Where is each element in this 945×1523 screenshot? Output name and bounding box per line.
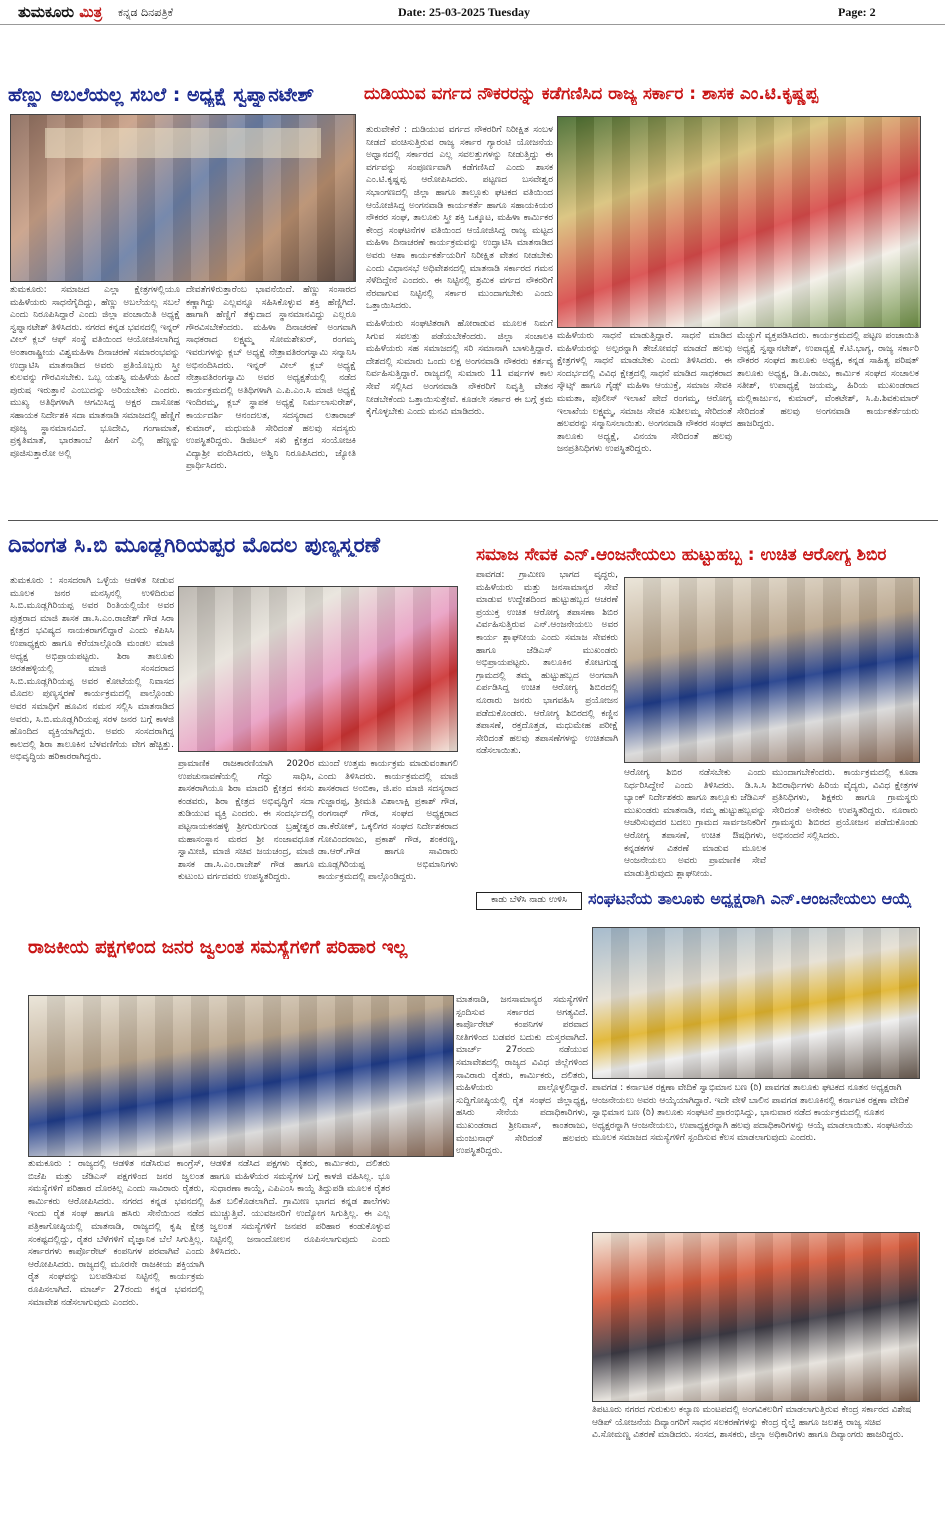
article2-col2: ಮಹಿಳೆಯರು ಸಂಘಟಿತರಾಗಿ ಹೋರಾಡುವ ಮೂಲಕ ನಿಮಗೆ ಸಿಗುವ ಸವಲತ್ತು ಪಡೆಯಬೇಕೆಂದರು. ಜಿಲ್ಲಾ ಸಂಚಾಲಕಿ ಮಹಿಳೆಯರು ಸಹ ಸಮಾಜದಲ್ಲಿ ಸರಿ ಸಮಾನಾಗಿ ಬಾಳುತ್ತಿದ್ದಾರೆ. ದೇಶದಲ್ಲಿ ಸುಮಾರು ಒಂದು ಲಕ್ಷ ಅಂಗನವಾಡಿ ನೌಕರರು ಕರ್ತವ್ಯ ನಿರ್ವಹಿಸುತ್ತಿದ್ದಾರೆ. ರಾಜ್ಯದಲ್ಲಿ ಸುಮಾರು 11 ವರ್ಷಗಳ ಕಾಲ ಸೇವೆ ಸಲ್ಲಿಸಿದ ಅಂಗನವಾಡಿ ನೌಕರರಿಗೆ ನಿವೃತ್ತಿ ವೇತನ ನೀಡಬೇಕೆಂದು ಒತ್ತಾಯಿಸುತ್ತೇವೆ. ಕೂಡಲೇ ಸರ್ಕಾರ ಈ ಬಗ್ಗೆ ಕ್ರಮ ಕೈಗೊಳ್ಳಬೇಕು ಎಂದು ಮನವಿ ಮಾಡಿದರು. (366, 319, 553, 418)
article3-col3: ಮುಂದೆ ಉತ್ತಮ ಕಾರ್ಯಕ್ರಮ ಮಾಡುವಂತಾಗಲಿ ಎಂದು ತಿಳಿಸಿದರು. ಕಾರ್ಯಕ್ರಮದಲ್ಲಿ ಮಾಜಿ ಶಾಸಕರಾದ ಅಂಬಿಕಾ, ಜಿ.ಪಂ ಮಾಜಿ ಸದಸ್ಯರಾದ ಗುಜ್ಜಾರಪ್ಪ, ಶ್ರೀಮತಿ ವಿಶಾಲಾಕ್ಷಿ ಪ್ರಕಾಶ್ ಗೌಡ, ರಂಗನಾಥ್ ಗೌಡ, ಸಂಘದ ಅಧ್ಯಕ್ಷರಾದ ಡಾ.ಕೆರೋಕ್, ಒಕ್ಕಲಿಗರ ಸಂಘದ ನಿರ್ದೇಶಕರಾದ ಗೋವಿಂದರಾಜು, ಪ್ರಕಾಶ್ ಗೌಡ, ಶಂಕರಣ್ಣ, ಡಾ.ಆರ್.ಗೌಡ ಹಾಗೂ ಸಾವಿರಾರು ಮೂಡ್ಲಗಿರಿಯಪ್ಪ ಅಭಿಮಾನಿಗಳು ಕಾರ್ಯಕ್ರಮದಲ್ಲಿ ಪಾಲ್ಗೊಂಡಿದ್ದರು. (318, 759, 458, 883)
article1-col2: ದೇವತೆಗಳಿರುತ್ತಾರೆಂಬ ಭಾವನೆಯಿದೆ. ಹೆಣ್ಣು ಸಂಸಾರದ ಕಣ್ಣಾಗಿದ್ದು ಎಲ್ಲವನ್ನೂ ಸಹಿಸಿಕೊಳ್ಳುವ ಶಕ್ತಿ ಹೆಣ್ಣಿಗಿದೆ. ಹಾಗಾಗಿ ಹೆಣ್ಣಿಗೆ ತಕ್ಕುದಾದ ಸ್ಥಾನಮಾನವಿದ್ದು ಎಲ್ಲರೂ ಗೌರವಿಸಬೇಕೆಂದರು. ಮಹಿಳಾ ದಿನಾಚರಣೆ ಅಂಗವಾಗಿ ಸಾಧಕರಾದ ಲಕ್ಷ್ಮಮ್ಮ ಸೋಮಶೇಖರ್, ರಂಗಮ್ಮ ಇವರುಗಳನ್ನು ಕ್ಲಬ್ ಅಧ್ಯಕ್ಷೆ ನೇತ್ರಾವತಿರಂಗಸ್ವಾಮಿ ಸನ್ಮಾನಿಸಿ ಅಭಿನಂದಿಸಿದರು. ಇನ್ನರ್ ವೀಲ್ ಕ್ಲಬ್ ಅಧ್ಯಕ್ಷೆ ನೇತ್ರಾವತಿರಂಗಸ್ವಾಮಿ ಅವರ ಅಧ್ಯಕ್ಷತೆಯಲ್ಲಿ ನಡೆದ ಕಾರ್ಯಕ್ರಮದಲ್ಲಿ ಅತಿಥಿಗಳಾಗಿ ಎ.ಪಿ.ಎಂ.ಸಿ ಮಾಜಿ ಅಧ್ಯಕ್ಷೆ ಇಂದಿರಮ್ಮ, ಕ್ಲಬ್ ಸ್ಥಾಪಕ ಅಧ್ಯಕ್ಷೆ ನಿರ್ಮಲಾಸುರೇಶ್, ಕಾರ್ಯದರ್ಶಿ ಆನಂದಲತ, ಸದಸ್ಯರಾದ ಲತಾರಾಜ್ ಕುಮಾರ್, ಮಧುಮತಿ ಸೇರಿದಂತೆ ಹಲವು ಸದಸ್ಯರು ಉಪಸ್ಥಿತರಿದ್ದರು. ಡಿಜಿಟಲ್ ಸಖಿ ಕ್ಷೇತ್ರದ ಸಂಯೋಜಕಿ ವಿದ್ಯಾಶ್ರೀ ವಂದಿಸಿದರು, ಅಶ್ವಿನಿ ನಿರೂಪಿಸಿದರು, ಜ್ಯೋತಿ ಪ್ರಾರ್ಥಿಸಿದರು. (186, 285, 356, 472)
article4-col3: ಮುಂದಾಗಬೇಕೆಂದರು. ಕಾರ್ಯಕ್ರಮದಲ್ಲಿ ಕೂಡಾ ಶಿಬಿರಾರ್ಥಿಗಳು ಹಿರಿಯ ವೈದ್ಯರು, ವಿವಿಧ ಕ್ಷೇತ್ರಗಳ ಪ್ರತಿನಿಧಿಗಳು, ಶಿಕ್ಷಕರು ಹಾಗೂ ಗ್ರಾಮಸ್ಥರು ಸೇರಿದಂತೆ ಅನೇಕರು ಉಪಸ್ಥಿತರಿದ್ದರು. ನೂರಾರು ಗ್ರಾಮಸ್ಥರು ಶಿಬಿರದ ಪ್ರಯೋಜನ ಪಡೆದುಕೊಂಡು ಅಭಿನಂದನೆ ಸಲ್ಲಿಸಿದರು. (772, 768, 918, 841)
article5-caption2: ತಿಪಟೂರು ನಗರದ ಗುರುಕುಲ ಕಲ್ಯಾಣ ಮಂಟಪದಲ್ಲಿ ಅಂಗವಿಕಲರಿಗೆ ಮಾಡಲಾಗುತ್ತಿರುವ ಕೇಂದ್ರ ಸರ್ಕಾರದ ವಿಶೇಷ ಆಡಿಪ್ ಯೋಜನೆಯ ದಿವ್ಯಾಂಗರಿಗೆ ಸಾಧನ ಸಲಕರಣೆಗಳನ್ನು ಕೇಂದ್ರ ರೈಲ್ವೆ ಹಾಗೂ ಜಲಶಕ್ತಿ ರಾಜ್ಯ ಸಚಿವ ವಿ.ಸೋಮಣ್ಣ ವಿತರಣೆ ಮಾಡಿದರು. ಸಂಸದ, ಶಾಸಕರು, ಜಿಲ್ಲಾ ಅಧಿಕಾರಿಗಳು ಹಾಗೂ ದಿವ್ಯಾಂಗರು ಹಾಜರಿದ್ದರು. (592, 1405, 912, 1441)
article2-col4: ಮೆಚ್ಚುಗೆ ವ್ಯಕ್ತಪಡಿಸಿದರು. ಕಾರ್ಯಕ್ರಮದಲ್ಲಿ ಪಟ್ಟಣ ಪಂಚಾಯಿತಿ ಅಧ್ಯಕ್ಷೆ ಸ್ವಪ್ನಾನಟೇಶ್, ಉಪಾಧ್ಯಕ್ಷೆ ಕೆ.ಟಿ.ಭಾಗ್ಯ, ರಾಜ್ಯ ಸರ್ಕಾರಿ ನೌಕರರ ಸಂಘದ ತಾಲೂಕು ಅಧ್ಯಕ್ಷ, ಕನ್ನಡ ಸಾಹಿತ್ಯ ಪರಿಷತ್ ತಾಲೂಕು ಅಧ್ಯಕ್ಷ, ಡಿ.ಪಿ.ರಾಜು, ಕಾರ್ಮಿಕ ಸಂಘದ ಸಂಚಾಲಕ ಸತೀಶ್, ಉಪಾಧ್ಯಕ್ಷೆ ಜಯಮ್ಮ, ಹಿರಿಯ ಮುಖಂಡರಾದ ಮಲ್ಲಿಕಾರ್ಜುನ, ಕುಮಾರ್, ವೆಂಕಟೇಶ್, ಸಿ.ಪಿ.ಶಿವಕುಮಾರ್ ಸೇರಿದಂತೆ ಹಲವು ಅಂಗನವಾಡಿ ಕಾರ್ಯಕರ್ತೆಯರು ಹಾಜರಿದ್ದರು. (737, 331, 919, 430)
article2-col1: ತುರುವೇಕೆರೆ : ದುಡಿಯುವ ವರ್ಗದ ನೌಕರರಿಗೆ ನಿರೀಕ್ಷಿತ ಸಂಬಳ ನೀಡದೆ ವಂಚಿಸುತ್ತಿರುವ ರಾಜ್ಯ ಸರ್ಕಾರ ಗ್ಯಾರಂಟಿ ಯೋಜನೆಯ ಅಧ್ವಾನದಲ್ಲಿ ಸರ್ಕಾರದ ಎಲ್ಲ ಸವಲತ್ತುಗಳನ್ನು ನೀಡುತ್ತಿದ್ದು ಈ ವರ್ಗವನ್ನು ಸಂಪೂರ್ಣವಾಗಿ ಕಡೆಗಣಿಸಿದೆ ಎಂದು ಶಾಸಕ ಎಂ.ಟಿ.ಕೃಷ್ಣಪ್ಪ ಆರೋಪಿಸಿದರು. ಪಟ್ಟಣದ ಬಸವೇಶ್ವರ ಸಭಾಂಗಣದಲ್ಲಿ ಜಿಲ್ಲಾ ಹಾಗೂ ತಾಲ್ಲೂಕು ಘಟಕದ ವತಿಯಿಂದ ಆಯೋಜಿಸಿದ್ದ ಅಂಗನವಾಡಿ ಕಾರ್ಯಕರ್ತೆ ಹಾಗೂ ಸಹಾಯಕಿಯರ ನೌಕರರ ಸಂಘ, ತಾಲೂಕು ಸ್ತ್ರೀ ಶಕ್ತಿ ಒಕ್ಕೂಟ, ಮಹಿಳಾ ಕಾರ್ಮಿಕರ ಕೇಂದ್ರ ಸಂಘಟನೆಗಳ ವತಿಯಿಂದ ಆಯೋಜಿಸಿದ್ದ ರಾಜ್ಯ ಮಟ್ಟದ ಮಹಿಳಾ ದಿನಾಚರಣೆ ಕಾರ್ಯಕ್ರಮವನ್ನು ಉದ್ಘಾಟಿಸಿ ಮಾತನಾಡಿದ ಅವರು ಆಶಾ ಕಾರ್ಯಕರ್ತೆಯರಿಗೆ ನಿರೀಕ್ಷಿತ ವೇತನ ನೀಡಬೇಕು ಎಂದು ವಿಧಾನಸಭೆ ಅಧಿವೇಶನದಲ್ಲಿ ಮಾತನಾಡಿ ಸರ್ಕಾರದ ಗಮನ ಸೆಳೆದಿದ್ದೇನೆ ಎಂದರು. ಈ ನಿಟ್ಟಿನಲ್ಲಿ ಶ್ರಮಿಕ ವರ್ಗದ ನೌಕರರಿಗೆ ನೆರವಾಗುವ ನಿಟ್ಟಿನಲ್ಲಿ ಸರ್ಕಾರ ಮುಂದಾಗಬೇಕು ಎಂದು ಒತ್ತಾಯಿಸಿದರು. (366, 125, 553, 312)
masthead (0, 0, 945, 25)
page-number: Page: 2 (838, 5, 876, 19)
article1-col1: ತುಮಕೂರು: ಸಮಾಜದ ಎಲ್ಲಾ ಕ್ಷೇತ್ರಗಳಲ್ಲಿಯೂ ಮಹಿಳೆಯರು ಸಾಧನೆಗೈದಿದ್ದು, ಹೆಣ್ಣು ಅಬಲೆಯಲ್ಲ ಸಬಲೆ ಎಂದು ನಿರೂಪಿಸಿದ್ದಾರೆ ಎಂದು ಜಿಲ್ಲಾ ಪಂಚಾಯಿತಿ ಅಧ್ಯಕ್ಷೆ ಸ್ವಪ್ನಾನಟೇಶ್ ತಿಳಿಸಿದರು. ನಗರದ ಕನ್ನಡ ಭವನದಲ್ಲಿ ಇನ್ನರ್ ವೀಲ್ ಕ್ಲಬ್ ಆಫ್ ಸಂಸ್ಥೆ ವತಿಯಿಂದ ಆಯೋಜಿಸಲಾಗಿದ್ದ ಅಂತಾರಾಷ್ಟ್ರೀಯ ವಿಶ್ವಮಹಿಳಾ ದಿನಾಚರಣೆ ಸಮಾರಂಭವನ್ನು ಉದ್ಘಾಟಿಸಿ ಮಾತನಾಡಿದ ಅವರು ಪ್ರತಿಯೊಬ್ಬರು ಸ್ತ್ರೀ ಕುಲವನ್ನು ಗೌರವಿಸಬೇಕು. ಒಬ್ಬ ಯಶಸ್ವಿ ಮಹಿಳೆಯ ಹಿಂದೆ ಪುರುಷ ಇರುತ್ತಾನೆ ಎಂಬುದನ್ನು ಅರಿಯಬೇಕು ಎಂದರು. ಮುಖ್ಯ ಅತಿಥಿಗಳಾಗಿ ಆಗಮಿಸಿದ್ದ ಅಕ್ಷರ ದಾಸೋಹ ಸಹಾಯಕ ನಿರ್ದೇಶಕಿ ಸದಾ ಮಾತನಾಡಿ ಸಮಾಜದಲ್ಲಿ ಹೆಣ್ಣಿಗೆ ಪೂಜ್ಯ ಸ್ಥಾನಮಾನವಿದೆ. ಭೂದೇವಿ, ಗಂಗಾಮಾತೆ, ಪ್ರಕೃತಿಮಾತೆ, ಭಾರತಾಂಬೆ ಹೀಗೆ ಎಲ್ಲಿ ಹೆಣ್ಣನ್ನು ಪೂಜಿಸುತ್ತಾರೋ ಅಲ್ಲಿ (10, 285, 180, 459)
article3-headline: ದಿವಂಗತ ಸಿ.ಬಿ ಮೂಡ್ಲಗಿರಿಯಪ್ಪರ ಮೊದಲ ಪುಣ್ಯಸ್ಮರಣೆ (8, 533, 381, 557)
newspaper-tagline: ಕನ್ನಡ ದಿನಪತ್ರಿಕೆ (118, 6, 174, 19)
slogan-box: ಕಾಡು ಬೆಳೆಸಿ ನಾಡು ಉಳಿಸಿ (476, 892, 582, 910)
article3-col1: ತುಮಕೂರು : ಸಂಸದರಾಗಿ ಒಳ್ಳೆಯ ಆಡಳಿತ ನೀಡುವ ಮೂಲಕ ಜನರ ಮನಸ್ಸಿನಲ್ಲಿ ಉಳಿದಿರುವ ಸಿ.ಬಿ.ಮೂಡ್ಲಗಿರಿಯಪ್ಪ ಅವರ ರಿಂತಿಯಲ್ಲಿಯೇ ಅವರ ಪುತ್ರರಾದ ಮಾಜಿ ಶಾಸಕ ಡಾ.ಸಿ.ಎಂ.ರಾಜೇಶ್ ಗೌಡ ಸಿರಾ ಕ್ಷೇತ್ರದ ಭವಿಷ್ಯದ ನಾಯಕರಾಗಲಿದ್ದಾರೆ ಎಂದು ಕೆಪಿಸಿಸಿ ಉಪಾಧ್ಯಕ್ಷರು ಹಾಗೂ ಕೆರೆಯಾಲ್ಗೊಂಡಿ ಮಂಡಲ ಮಾಜಿ ಅಧ್ಯಕ್ಷ ಅಭಿಪ್ರಾಯಪಟ್ಟರು. ಶಿರಾ ತಾಲೂಕು ಚಿರತಹಳ್ಳಿಯಲ್ಲಿ ಮಾಜಿ ಸಂಸದರಾದ ಸಿ.ಬಿ.ಮೂಡ್ಲಗಿರಿಯಪ್ಪ ಅವರ ಕೋಟೆಯಲ್ಲಿ ನಿವಾಸದ ಮೊದಲ ಪುಣ್ಯಸ್ಮರಣೆ ಕಾರ್ಯಕ್ರಮದಲ್ಲಿ ಪಾಲ್ಗೊಂಡು ಅವರ ಸಮಾಧಿಗೆ ಹೂವಿನ ನಮನ ಸಲ್ಲಿಸಿ ಮಾತನಾಡಿದ ಅವರು, ಸಿ.ಬಿ.ಮೂಡ್ಲಗಿರಿಯಪ್ಪ ಸರಳ ಜನರ ಬಗ್ಗೆ ಕಾಳಜಿ ಹೊಂದಿದ ವ್ಯಕ್ತಿಯಾಗಿದ್ದರು. ಅವರು ಸಂಸದರಾಗಿದ್ದ ಕಾಲದಲ್ಲಿ ಶಿರಾ ತಾಲೂಕಿನ ಬೆಳವಣಿಗೆಯ ವೇಗ ಹೆಚ್ಚಿತ್ತು. ಅಭಿವೃದ್ಧಿಯ ಹರಿಕಾರರಾಗಿದ್ದರು. (10, 576, 174, 763)
newspaper-logo: ತುಮಕೂರು ಮಿತ್ರ (18, 3, 103, 21)
section-divider (8, 520, 938, 521)
article5-photo2 (592, 1232, 920, 1402)
article4-col2: ಆರೋಗ್ಯ ಶಿಬಿರ ನಡೆಸಬೇಕು ಎಂದು ನಿರ್ಧರಿಸಿದ್ದೇನೆ ಎಂದು ತಿಳಿಸಿದರು. ಡಿ.ಸಿ.ಸಿ ಬ್ಯಾಂಕ್ ನಿರ್ದೇಶಕರು ಹಾಗೂ ತಾಲ್ಲೂಕು ಜೆಡಿಎಸ್ ಮುಖಂಡರು ಮಾತನಾಡಿ, ನಮ್ಮ ಹುಟ್ಟುಹಬ್ಬವನ್ನು ಆಚರಿಸುವುದರ ಬದಲು ಗ್ರಾಮದ ಸಾರ್ವಜನಿಕರಿಗೆ ಆರೋಗ್ಯ ತಪಾಸಣೆ, ಉಚಿತ ಔಷಧಿಗಳು, ಕನ್ನಡಕಗಳ ವಿತರಣೆ ಮಾಡುವ ಮೂಲಕ ಆಂಜನೇಯಲು ಅವರು ಪ್ರಾಮಾಣಿಕ ಸೇವೆ ಮಾಡುತ್ತಿರುವುದು ಶ್ಲಾಘನೀಯ. (624, 768, 766, 879)
article6-headline: ರಾಜಕೀಯ ಪಕ್ಷಗಳಿಂದ ಜನರ ಜ್ವಲಂತ ಸಮಸ್ಯೆಗಳಿಗೆ ಪರಿಹಾರ ಇಲ್ಲ (28, 938, 408, 958)
article5-photo1 (592, 927, 920, 1079)
article2-headline: ದುಡಿಯುವ ವರ್ಗದ ನೌಕರರನ್ನು ಕಡೆಗಣಿಸಿದ ರಾಜ್ಯ ಸರ್ಕಾರ : ಶಾಸಕ ಎಂ.ಟಿ.ಕೃಷ್ಣಪ್ಪ (364, 85, 819, 104)
article4-photo (624, 577, 920, 763)
article1-photo (10, 114, 356, 282)
article4-col1: ಪಾವಗಡ: ಗ್ರಾಮೀಣ ಭಾಗದ ವೃದ್ಧರು, ಮಹಿಳೆಯರು ಮತ್ತು ಜನಸಾಮಾನ್ಯರ ಸೇವೆ ಮಾಡುವ ಉದ್ದೇಶದಿಂದ ಹುಟ್ಟುಹಬ್ಬದ ಆಚರಣೆ ಪ್ರಯುಕ್ತ ಉಚಿತ ಆರೋಗ್ಯ ತಪಾಸಣಾ ಶಿಬಿರ ವಿರ್ವಹಿಸುತ್ತಿರುವ ಎನ್.ಆಂಜನೇಯಲು ಅವರ ಕಾರ್ಯ ಶ್ಲಾಘನೀಯ ಎಂದು ಸಮಾಜ ಸೇವಕರು ಹಾಗೂ ಜೆಡಿಎಸ್ ಮುಖಂಡರು ಅಭಿಪ್ರಾಯಪಟ್ಟರು. ತಾಲೂಕಿನ ಕೋಟಗುಡ್ಡ ಗ್ರಾಮದಲ್ಲಿ ತಮ್ಮ ಹುಟ್ಟುಹಬ್ಬದ ಅಂಗವಾಗಿ ಏರ್ಪಡಿಸಿದ್ದ ಉಚಿತ ಆರೋಗ್ಯ ಶಿಬಿರದಲ್ಲಿ ನೂರಾರು ಜನರು ಭಾಗವಹಿಸಿ ಪ್ರಯೋಜನ ಪಡೆದುಕೊಂಡರು. ಆರೋಗ್ಯ ಶಿಬಿರದಲ್ಲಿ ಕಣ್ಣಿನ ತಪಾಸಣೆ, ರಕ್ತದೊತ್ತಡ, ಮಧುಮೇಹ ಪರೀಕ್ಷೆ ಸೇರಿದಂತೆ ಹಲವು ತಪಾಸಣೆಗಳನ್ನು ಉಚಿತವಾಗಿ ನಡೆಸಲಾಯಿತು. (476, 570, 618, 757)
article5-headline: ಸಂಘಟನೆಯ ತಾಲೂಕು ಅಧ್ಯಕ್ಷರಾಗಿ ಎನ್.ಆಂಜನೇಯಲು ಆಯ್ಕೆ (588, 890, 912, 908)
article6-col1: ತುಮಕೂರು : ರಾಜ್ಯದಲ್ಲಿ ಆಡಳಿತ ನಡೆಸಿರುವ ಕಾಂಗ್ರೆಸ್, ಬಿಜೆಪಿ ಮತ್ತು ಜೆಡಿಎಸ್ ಪಕ್ಷಗಳಿಂದ ಜನರ ಜ್ವಲಂತ ಸಮಸ್ಯೆಗಳಿಗೆ ಪರಿಹಾರ ದೊರಕಿಲ್ಲ ಎಂದು ಸಾವಿರಾರು ರೈತರು, ಕಾರ್ಮಿಕರು ಆರೋಪಿಸಿದರು. ನಗರದ ಕನ್ನಡ ಭವನದಲ್ಲಿ ಇಂದು ರೈತ ಸಂಘ ಹಾಗೂ ಹಸಿರು ಸೇನೆಯಿಂದ ನಡೆದ ಪತ್ರಿಕಾಗೋಷ್ಠಿಯಲ್ಲಿ ಮಾತನಾಡಿ, ರಾಜ್ಯದಲ್ಲಿ ಕೃಷಿ ಕ್ಷೇತ್ರ ಸಂಕಷ್ಟದಲ್ಲಿದ್ದು, ರೈತರ ಬೆಳೆಗಳಿಗೆ ವೈಜ್ಞಾನಿಕ ಬೆಲೆ ಸಿಗುತ್ತಿಲ್ಲ. ಸರ್ಕಾರಗಳು ಕಾರ್ಪೊರೇಟ್ ಕಂಪನಿಗಳ ಪರವಾಗಿವೆ ಎಂದು ಆರೋಪಿಸಿದರು. ರಾಜ್ಯದಲ್ಲಿ ಮೂರನೇ ರಾಜಕೀಯ ಶಕ್ತಿಯಾಗಿ ರೈತ ಸಂಘವನ್ನು ಬಲಪಡಿಸುವ ನಿಟ್ಟಿನಲ್ಲಿ ಕಾರ್ಯಕ್ರಮ ರೂಪಿಸಲಾಗಿದೆ. ಮಾರ್ಚ್ 27ರಂದು ಕನ್ನಡ ಭವನದಲ್ಲಿ ಸಮಾವೇಶ ನಡೆಸಲಾಗುವುದು ಎಂದರು. (28, 1159, 204, 1308)
article5-caption1: ಪಾವಗಡ : ಕರ್ನಾಟಕ ರಕ್ಷಣಾ ವೇದಿಕೆ ಸ್ವಾಭಿಮಾನ ಬಣ (ರಿ) ಪಾವಗಡ ತಾಲೂಕು ಘಟಕದ ನೂತನ ಅಧ್ಯಕ್ಷರಾಗಿ ಆಂಜನೇಯಲು ಅವರು ಆಯ್ಕೆಯಾಗಿದ್ದಾರೆ. ಇದೇ ವೇಳೆ ಬಾಲಿನ ಪಾವಗಡ ತಾಲೂಕಿನಲ್ಲಿ ಕರ್ನಾಟಕ ರಕ್ಷಣಾ ವೇದಿಕೆ ಸ್ವಾಭಿಮಾನ ಬಣ (ರಿ) ತಾಲೂಕು ಸಂಘಟನೆ ಪ್ರಾರಂಭಿಸಿದ್ದು, ಭಾನುವಾರ ನಡೆದ ಕಾರ್ಯಕ್ರಮದಲ್ಲಿ ನೂತನ ಅಧ್ಯಕ್ಷರನ್ನಾಗಿ ಆಂಜನೇಯಲು, ಉಪಾಧ್ಯಕ್ಷರನ್ನಾಗಿ ಹಲವು ಪದಾಧಿಕಾರಿಗಳನ್ನು ಆಯ್ಕೆ ಮಾಡಲಾಯಿತು. ಸಂಘಟನೆಯ ಮೂಲಕ ಸಮಾಜದ ಸಮಸ್ಯೆಗಳಿಗೆ ಸ್ಪಂದಿಸುವ ಕೆಲಸ ಮಾಡಲಾಗುವುದು ಎಂದರು. (592, 1083, 913, 1144)
article3-photo (178, 586, 458, 752)
issue-date: Date: 25-03-2025 Tuesday (398, 5, 531, 19)
article4-headline: ಸಮಾಜ ಸೇವಕ ಎನ್.ಆಂಜನೇಯಲು ಹುಟ್ಟುಹಬ್ಬ : ಉಚಿತ ಆರೋಗ್ಯ ಶಿಬಿರ (476, 546, 887, 565)
article6-col3: ಮಾತನಾಡಿ, ಜನಸಾಮಾನ್ಯರ ಸಮಸ್ಯೆಗಳಿಗೆ ಸ್ಪಂದಿಸುವ ಸರ್ಕಾರದ ಅಗತ್ಯವಿದೆ. ಕಾರ್ಪೊರೇಟ್ ಕಂಪನಿಗಳ ಪರವಾದ ನೀತಿಗಳಿಂದ ಬಡವರ ಬದುಕು ದುಸ್ತರವಾಗಿದೆ. ಮಾರ್ಚ್ 27ರಂದು ನಡೆಯುವ ಸಮಾವೇಶದಲ್ಲಿ ರಾಜ್ಯದ ವಿವಿಧ ಜಿಲ್ಲೆಗಳಿಂದ ಸಾವಿರಾರು ರೈತರು, ಕಾರ್ಮಿಕರು, ದಲಿತರು, ಮಹಿಳೆಯರು ಪಾಲ್ಗೊಳ್ಳಲಿದ್ದಾರೆ. ಸುದ್ದಿಗೋಷ್ಠಿಯಲ್ಲಿ ರೈತ ಸಂಘದ ಜಿಲ್ಲಾಧ್ಯಕ್ಷ, ಹಸಿರು ಸೇನೆಯ ಪದಾಧಿಕಾರಿಗಳು, ಮುಖಂಡರಾದ ಶ್ರೀನಿವಾಸ್, ಕಾಂತರಾಜು, ಮಂಜುನಾಥ್ ಸೇರಿದಂತೆ ಹಲವರು ಉಪಸ್ಥಿತರಿದ್ದರು. (456, 995, 588, 1157)
article2-photo (557, 116, 921, 328)
article1-headline: ಹೆಣ್ಣು ಅಬಲೆಯಲ್ಲ ಸಬಲೆ : ಅಧ್ಯಕ್ಷೆ ಸ್ವಪ್ನಾನಟೇಶ್ (8, 85, 315, 106)
article6-col2: ಆಡಳಿತ ನಡೆಸಿದ ಪಕ್ಷಗಳು ರೈತರು, ಕಾರ್ಮಿಕರು, ದಲಿತರು ಹಾಗೂ ಮಹಿಳೆಯರ ಸಮಸ್ಯೆಗಳ ಬಗ್ಗೆ ಕಾಳಜಿ ವಹಿಸಿಲ್ಲ. ಭೂ ಸುಧಾರಣಾ ಕಾಯ್ದೆ, ಎಪಿಎಂಸಿ ಕಾಯ್ದೆ ತಿದ್ದುಪಡಿ ಮೂಲಕ ರೈತರ ಹಿತ ಬಲಿಕೊಡಲಾಗಿದೆ. ಗ್ರಾಮೀಣ ಭಾಗದ ಕನ್ನಡ ಶಾಲೆಗಳು ಮುಚ್ಚುತ್ತಿವೆ. ಯುವಜನರಿಗೆ ಉದ್ಯೋಗ ಸಿಗುತ್ತಿಲ್ಲ. ಈ ಎಲ್ಲ ಜ್ವಲಂತ ಸಮಸ್ಯೆಗಳಿಗೆ ಜನಪರ ಪರಿಹಾರ ಕಂಡುಕೊಳ್ಳುವ ನಿಟ್ಟಿನಲ್ಲಿ ಜನಾಂದೋಲನ ರೂಪಿಸಲಾಗುವುದು ಎಂದು ತಿಳಿಸಿದರು. (210, 1159, 390, 1258)
article3-col2: ಪ್ರಾಮಾಣಿಕ ರಾಜಕಾರಣಿಯಾಗಿ 2020ರ ಉಪಚುನಾವಣೆಯಲ್ಲಿ ಗೆದ್ದು ಸಾಧಿಸಿ, ಶಾಸಕರಾಗಿಯೂ ಶಿರಾ ಮಾದರಿ ಕ್ಷೇತ್ರದ ಕನಸು ಕಂಡವರು, ಶಿರಾ ಕ್ಷೇತ್ರದ ಅಭಿವೃದ್ಧಿಗೆ ಸದಾ ತುಡಿಯುವ ವ್ಯಕ್ತಿ ಎಂದರು. ಈ ಸಂದರ್ಭದಲ್ಲಿ ಪಟ್ಟನಾಯಕನಹಳ್ಳಿ ಶ್ರೀಗುರುಗುಂಡ ಬ್ರಹ್ಮೇಶ್ವರ ಮಹಾಸಂಸ್ಥಾನ ಮಠದ ಶ್ರೀ ನಂಜಾವಧೂತ ಸ್ವಾಮೀಜಿ, ಮಾಜಿ ಸಚಿವ ಜಯಚಂದ್ರ, ಮಾಜಿ ಶಾಸಕ ಡಾ.ಸಿ.ಎಂ.ರಾಜೇಶ್ ಗೌಡ ಹಾಗೂ ಕುಟುಂಬ ವರ್ಗದವರು ಉಪಸ್ಥಿತರಿದ್ದರು. (178, 759, 314, 883)
article6-photo (28, 995, 454, 1157)
article2-col3: ಮಹಿಳೆಯರು ಸಾಧನೆ ಮಾಡುತ್ತಿದ್ದಾರೆ. ಸಾಧನೆ ಮಾಡಿದ ಮಹಿಳೆಯರನ್ನು ಅಲ್ಪರನ್ನಾಗಿ ತೇಜೋವಧೆ ಮಾಡದೆ ಹಲವು ಕ್ಷೇತ್ರಗಳಲ್ಲಿ ಸಾಧನೆ ಮಾಡಬೇಕು ಎಂದು ತಿಳಿಸಿದರು. ಈ ಸಂದರ್ಭದಲ್ಲಿ ವಿವಿಧ ಕ್ಷೇತ್ರದಲ್ಲಿ ಸಾಧನೆ ಮಾಡಿದ ಸಾಧಕರಾದ ಸ್ಕೌಟ್ಸ್ ಹಾಗೂ ಗೈಡ್ಸ್ ಮಹಿಳಾ ಆಯುಕ್ತೆ, ಸಮಾಜ ಸೇವಕಿ ಮಮತಾ, ಪೊಲೀಸ್ ಇಲಾಖೆ ಪೇದೆ ರಂಗಮ್ಮ, ಆರೋಗ್ಯ ಇಲಾಖೆಯ ಲಕ್ಷ್ಮಮ್ಮ, ಸಮಾಜ ಸೇವಕಿ ಸುಶೀಲಮ್ಮ ಸೇರಿದಂತೆ ಹಲವರನ್ನು ಸನ್ಮಾನಿಸಲಾಯಿತು. ಅಂಗನವಾಡಿ ನೌಕರರ ಸಂಘದ ತಾಲೂಕು ಅಧ್ಯಕ್ಷೆ, ವಿನಯಾ ಸೇರಿದಂತೆ ಹಲವು ಜನಪ್ರತಿನಿಧಿಗಳು ಉಪಸ್ಥಿತರಿದ್ದರು. (557, 331, 732, 455)
